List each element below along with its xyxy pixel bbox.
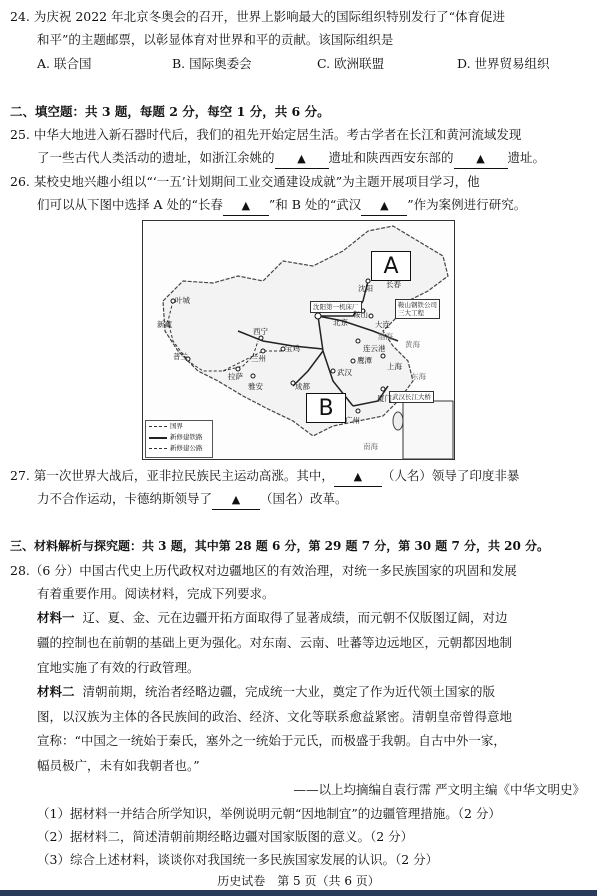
q24-option-d: D. 世界贸易组织 bbox=[457, 56, 550, 71]
map-city: 武汉 bbox=[337, 368, 352, 377]
material2-line2: 图，以汉族为主体的各民族间的政治、经济、文化等联系愈益紧密。清朝皇帝曾得意地 bbox=[37, 709, 513, 724]
map-city: 鹰潭 bbox=[357, 356, 372, 365]
q28-sub1: （1）据材料一并结合所学知识，举例说明元朝“因地制宜”的边疆管理措施。（2 分） bbox=[37, 806, 501, 821]
q24-option-c: C. 欧洲联盟 bbox=[317, 56, 385, 71]
map-box-shenyang: 沈阳第一机床厂 bbox=[310, 301, 362, 313]
section2-title: 二、填空题：共 3 题，每题 2 分，每空 1 分，共 6 分。 bbox=[10, 104, 330, 119]
map-box-bridge: 武汉长江大桥 bbox=[389, 391, 434, 403]
material2-label: 材料二 bbox=[37, 684, 75, 699]
material1-line3: 宜地实施了有效的行政管理。 bbox=[37, 660, 200, 675]
map-city: 长春 bbox=[386, 280, 401, 289]
bottom-bar bbox=[0, 890, 597, 896]
q24-line1: 24. 为庆祝 2022 年北京冬奥会的召开，世界上影响最大的国际组织特别发行了“体育促进 bbox=[10, 9, 506, 24]
industrial-map bbox=[142, 220, 455, 460]
material1-line2: 疆的控制也在前朝的基础上更为强化。对东南、云南、吐蕃等边远地区，元朝都因地制 bbox=[37, 635, 513, 650]
material2-line4: 幅员极广，未有如我朝者也。” bbox=[37, 758, 200, 773]
answer-blank: ▲ bbox=[223, 197, 269, 216]
section3-title: 三、材料解析与探究题：共 3 题，其中第 28 题 6 分，第 29 题 7 分，第 30 题 7 分，共 20 分。 bbox=[10, 539, 550, 553]
map-city: 广州 bbox=[345, 416, 360, 425]
q26-line2: 们可以从下图中选择 A 处的“长春 ▲ ”和 B 处的“武汉 ▲ ”作为案例进行研究。 bbox=[37, 196, 526, 216]
q28-line1: 28.（6 分）中国古代史上历代政权对边疆地区的有效治理，对统一多民族国家的巩固和发展 bbox=[10, 563, 517, 578]
map-city: 新藏 bbox=[157, 320, 172, 329]
map-city: 叶城 bbox=[175, 296, 190, 305]
map-box-anshan: 鞍山钢铁公司 三大工程 bbox=[395, 299, 440, 319]
map-city: 北京 bbox=[333, 318, 348, 327]
map-city: 兰州 bbox=[251, 354, 266, 363]
q25-line2: 了一些古代人类活动的遗址，如浙江余姚的 ▲ 遗址和陕西西安东部的 ▲ 遗址。 bbox=[37, 149, 545, 169]
q24-line2: 和平”的主题邮票，以彰显体育对世界和平的贡献。该国际组织是 bbox=[37, 32, 394, 47]
material1-line1: 材料一 辽、夏、金、元在边疆开拓方面取得了显著成绩，而元朝不仅版图辽阔，对边 bbox=[37, 610, 508, 625]
q28-line2: 有着重要作用。阅读材料，完成下列要求。 bbox=[37, 586, 275, 601]
map-city: 拉萨 bbox=[228, 372, 243, 381]
q24-option-a: A. 联合国 bbox=[37, 56, 92, 71]
page-footer: 历史试卷 第 5 页（共 6 页） bbox=[217, 874, 380, 888]
q25-line1: 25. 中华大地进入新石器时代后，我们的祖先开始定居生活。考古学者在长江和黄河流域发现 bbox=[10, 127, 522, 142]
q24-option-b: B. 国际奥委会 bbox=[172, 56, 252, 71]
answer-blank: ▲ bbox=[212, 491, 260, 510]
map-box-b: B bbox=[306, 393, 346, 423]
map-city: 沈阳 bbox=[358, 284, 373, 293]
map-sea: 黄海 bbox=[405, 340, 420, 349]
map-city: 鞍山 bbox=[353, 310, 368, 319]
material1-label: 材料一 bbox=[37, 610, 75, 625]
map-sea: 南海 bbox=[363, 442, 378, 451]
map-city: 上海 bbox=[387, 362, 402, 371]
material2-line1: 材料二 清朝前期，统治者经略边疆，完成统一大业，奠定了作为近代领土国家的版 bbox=[37, 684, 495, 699]
map-city: 厦门 bbox=[377, 394, 392, 403]
map-sea: 渤海 bbox=[378, 332, 393, 341]
answer-blank: ▲ bbox=[361, 197, 407, 216]
map-legend: 国界 新修建铁路 新修建公路 bbox=[145, 420, 213, 458]
map-city: 成都 bbox=[295, 382, 310, 391]
map-box-a: A bbox=[371, 251, 411, 281]
q28-sub3: （3）综合上述材料，谈谈你对我国统一多民族国家发展的认识。（2 分） bbox=[37, 852, 439, 867]
q27-line1: 27. 第一次世界大战后，亚非拉民族民主运动高涨。其中， ▲ （人名）领导了印度非暴 bbox=[10, 467, 519, 487]
q26-line1: 26. 某校史地兴趣小组以“‘一五’计划期间工业交通建设成就”为主题开展项目学习，他 bbox=[10, 174, 480, 189]
material-source: ——以上均摘编自袁行霈 严文明主编《中华文明史》 bbox=[293, 782, 585, 797]
q28-sub2: （2）据材料二，简述清朝前期经略边疆对国家版图的意义。（2 分） bbox=[37, 829, 414, 844]
map-sea: 东海 bbox=[411, 372, 426, 381]
q27-line2: 力不合作运动，卡德纳斯领导了 ▲ （国名）改革。 bbox=[37, 490, 348, 510]
map-city: 西宁 bbox=[253, 327, 268, 336]
map-city: 大连 bbox=[375, 320, 390, 329]
map-city: 普兰 bbox=[173, 352, 188, 361]
map-city: 宝鸡 bbox=[285, 344, 300, 353]
answer-blank: ▲ bbox=[454, 150, 508, 169]
answer-blank: ▲ bbox=[275, 150, 329, 169]
material2-line3: 宣称：“中国之一统始于秦氏，塞外之一统始于元氏，而极盛于我朝。自古中外一家， bbox=[37, 733, 506, 748]
map-city: 雅安 bbox=[248, 382, 263, 391]
map-city: 连云港 bbox=[363, 344, 386, 353]
answer-blank: ▲ bbox=[334, 468, 382, 487]
